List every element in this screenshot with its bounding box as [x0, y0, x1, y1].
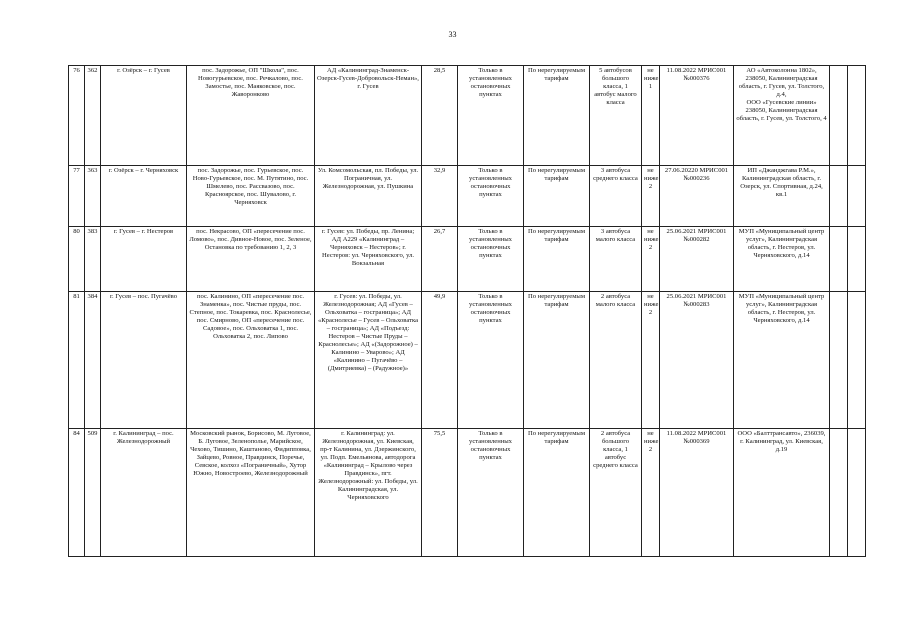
license-date: 11.08.2022 МРИС001 №000376	[660, 66, 734, 166]
route-streets: г. Калининград: ул. Железнодорожная, ул. Киевская, пр-т Калинина, ул. Дзержинского, ул. Подп. Емельянова, автодорога «Калининград – Крылово через Правдинск», пгт. Железнодорожный: ул. Победы, ул. Калининградская, ул. Черняховского	[315, 429, 422, 557]
route-number: 80	[69, 227, 85, 292]
eco-class: не ниже 2	[642, 429, 660, 557]
intermediate-stops: пос. Задорожье, ОП "Школа", пос. Новогурьевское, пос. Речкалово, пос. Замостье, пос. Маяковское, пос. Жаворонково	[187, 66, 315, 166]
vehicle-info: 5 автобусов большого класса, 1 автобус малого класса	[590, 66, 642, 166]
empty-cell	[830, 166, 848, 227]
table-row	[69, 227, 866, 292]
table-row	[69, 429, 866, 557]
empty-cell	[848, 66, 866, 166]
eco-class: не ниже 1	[642, 66, 660, 166]
table-row	[69, 166, 866, 227]
registration-number: 363	[85, 166, 101, 227]
table-row	[69, 292, 866, 429]
boarding-order: Только в установленных остановочных пунктах	[458, 166, 524, 227]
intermediate-stops: пос. Задорожье, пос. Гурьевское, пос. Ново-Гурьевское, пос. М. Путятино, пос. Шмелево, пос. Рассвазово, пос. Красноярское, пос. Шувалово, г. Черняховск	[187, 166, 315, 227]
route-streets: АД «Калининград-Знаменск-Озерск-Гусев-Добровольск-Неман», г. Гусев	[315, 66, 422, 166]
route-name: г. Гусев – г. Нестеров	[101, 227, 187, 292]
intermediate-stops: пос. Некрасово, ОП «пересечение пос. Ломово», пос. Дивное-Новое, пос. Зеленое, Остановка по требованию 1, 2, 3	[187, 227, 315, 292]
boarding-order: Только в установленных остановочных пунктах	[458, 429, 524, 557]
intermediate-stops: пос. Калинино, ОП «пересечение пос. Знаменка», пос. Чистые пруды, пос. Степное, пос. Токаревка, пос. Краснолесье, пос. Смирново, ОП «пересечение пос. Садовое», пос. Ольховатка 1, пос. Ольховатка 2, пос. Липово	[187, 292, 315, 429]
route-length: 26,7	[422, 227, 458, 292]
tariff-type: По нерегулируемым тарифам	[524, 292, 590, 429]
empty-cell	[848, 227, 866, 292]
route-name: г. Калининград – пос. Железнодорожный	[101, 429, 187, 557]
route-number: 84	[69, 429, 85, 557]
license-date: 25.06.2021 МРИС001 №000282	[660, 227, 734, 292]
registration-number: 384	[85, 292, 101, 429]
intermediate-stops: Московский рынок, Борисово, М. Луговое, Б. Луговое, Зеленополье, Марийское, Чехово, Тишино, Каштаново, Фидипповка, Зайцево, Ровное, Правдинск, Поречье, Севское, колхоз «Пограничный», Хутор Южно, Новостроево, Железнодорожный	[187, 429, 315, 557]
route-number: 76	[69, 66, 85, 166]
license-date: 25.06.2021 МРИС001 №000283	[660, 292, 734, 429]
registration-number: 362	[85, 66, 101, 166]
route-length: 32,9	[422, 166, 458, 227]
vehicle-info: 3 автобуса среднего класса	[590, 166, 642, 227]
eco-class: не ниже 2	[642, 166, 660, 227]
route-number: 77	[69, 166, 85, 227]
route-name: г. Озёрск – г. Черняховск	[101, 166, 187, 227]
eco-class: не ниже 2	[642, 227, 660, 292]
route-streets: г. Гусев: ул. Победы, пр. Ленина; АД А229 «Калининград – Черняховск – Нестеров»; г. Нестеров: ул. Черняховского, ул. Вокзальная	[315, 227, 422, 292]
registration-number: 509	[85, 429, 101, 557]
empty-cell	[848, 429, 866, 557]
route-length: 28,5	[422, 66, 458, 166]
carrier-info: МУП «Муниципальный центр услуг», Калининградская область, г. Нестеров, ул. Черняховского, д.14	[734, 227, 830, 292]
tariff-type: По нерегулируемым тарифам	[524, 166, 590, 227]
vehicle-info: 2 автобуса большого класса, 1 автобус среднего класса	[590, 429, 642, 557]
page-number: 33	[448, 30, 457, 39]
eco-class: не ниже 2	[642, 292, 660, 429]
route-name: г. Гусев – пос. Пугачёво	[101, 292, 187, 429]
routes-register-table	[68, 65, 866, 557]
carrier-info: МУП «Муниципальный центр услуг», Калининградская область, г. Нестеров, ул. Черняховского, д.14	[734, 292, 830, 429]
route-streets: Ул. Комсомольская, пл. Победы, ул. Пограничная, ул. Железнодорожная, ул. Пушкина	[315, 166, 422, 227]
empty-cell	[830, 66, 848, 166]
boarding-order: Только в установленных остановочных пунктах	[458, 227, 524, 292]
carrier-info: ИП «Джанджгава Р.М.», Калининградская область, г. Озерск, ул. Спортивная, д.24, кв.1	[734, 166, 830, 227]
route-name: г. Озёрск – г. Гусев	[101, 66, 187, 166]
tariff-type: По нерегулируемым тарифам	[524, 429, 590, 557]
carrier-info: ООО «Балттрансавто», 236039, г. Калининград, ул. Киевская, д.19	[734, 429, 830, 557]
route-length: 49,9	[422, 292, 458, 429]
boarding-order: Только в установленных остановочных пунктах	[458, 292, 524, 429]
tariff-type: По нерегулируемым тарифам	[524, 66, 590, 166]
empty-cell	[830, 227, 848, 292]
license-date: 11.08.2022 МРИС001 №000369	[660, 429, 734, 557]
license-date: 27.06.20220 МРИС001 №000236	[660, 166, 734, 227]
carrier-info: АО «Автоколонна 1802», 238050, Калининградская область, г. Гусев, ул. Толстого, д.4, ООО «Гусевские линии» 238050, Калининградская область, г. Гусев, ул. Толстого, 4	[734, 66, 830, 166]
empty-cell	[848, 166, 866, 227]
boarding-order: Только в установленных остановочных пунктах	[458, 66, 524, 166]
empty-cell	[830, 429, 848, 557]
empty-cell	[830, 292, 848, 429]
route-length: 75,5	[422, 429, 458, 557]
tariff-type: По нерегулируемым тарифам	[524, 227, 590, 292]
vehicle-info: 3 автобуса малого класса	[590, 227, 642, 292]
route-number: 81	[69, 292, 85, 429]
table-row	[69, 66, 866, 166]
route-streets: г. Гусев: ул. Победы, ул. Железнодорожная; АД «Гусев – Ольховатка – госграница»; АД «Краснолесье – Гусев – Ольховатка – госграница»; АД «Подъезд: Нестеров – Чистые Пруды – Краснолесье»; АД «(Задорожное) – Калинино – Уварово»; АД «Калинино – Пугачёво – (Дмитриевка) – (Радужное)»	[315, 292, 422, 429]
registration-number: 383	[85, 227, 101, 292]
vehicle-info: 2 автобуса малого класса	[590, 292, 642, 429]
empty-cell	[848, 292, 866, 429]
